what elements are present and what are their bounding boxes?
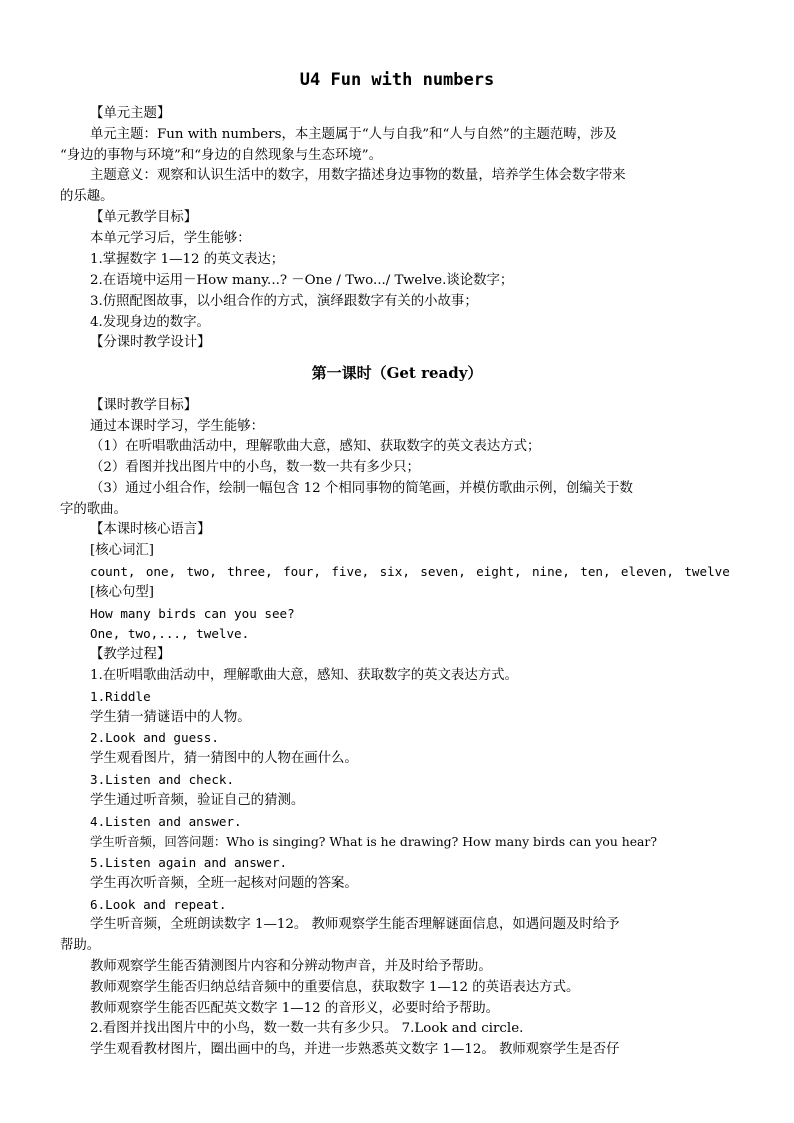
process-part-title: 1.在听唱歌曲活动中，理解歌曲大意，感知、获取数字的英文表达方式。 xyxy=(90,668,518,683)
activity-step-title: 6.Look and repeat. xyxy=(90,897,227,912)
activity-step-desc: 学生听音频，全班朗读数字 1—12。 教师观察学生能否理解谜面信息，如遇问题及时给予 xyxy=(90,917,620,932)
core-vocab-heading: [核心词汇] xyxy=(90,543,155,558)
process-part-title: 2.看图并找出图片中的小鸟，数一数一共有多少只。 7.Look and circle. xyxy=(90,1021,524,1036)
activity-step-desc: 学生猜一猜谜语中的人物。 xyxy=(90,710,251,725)
lesson-goals-intro: 通过本课时学习，学生能够： xyxy=(90,419,265,434)
core-vocab-list xyxy=(90,562,730,582)
lesson-design-heading: 【分课时教学设计】 xyxy=(90,335,211,350)
activity-step-desc: 帮助。 xyxy=(60,938,101,953)
vocab-word: count, xyxy=(90,564,136,579)
vocab-word: eight, xyxy=(476,564,522,579)
activity-step-desc: 学生观看图片，猜一猜图中的人物在画什么。 xyxy=(90,751,358,766)
vocab-word: twelve xyxy=(684,564,730,579)
vocab-word: nine, xyxy=(531,564,570,579)
vocab-word: six, xyxy=(379,564,410,579)
teaching-process-heading: 【教学过程】 xyxy=(90,647,171,662)
activity-step-title: 4.Listen and answer. xyxy=(90,814,242,829)
lesson-goal-item: 字的歌曲。 xyxy=(60,502,127,517)
unit-goal-item: 3.仿照配图故事，以小组合作的方式，演绎跟数字有关的小故事； xyxy=(90,294,478,309)
core-language-heading: 【本课时核心语言】 xyxy=(90,522,211,537)
unit-goal-item: 2.在语境中运用－How many...? －One / Two.../ Twelve.谈论数字； xyxy=(90,273,514,288)
unit-theme-meaning-line: 主题意义：观察和认识生活中的数字，用数字描述身边事物的数量，培养学生体会数字带来 xyxy=(90,168,626,183)
activity-step-desc: 学生听音频，回答问题：Who is singing? What is he drawing? How many birds can you hear? xyxy=(90,834,657,849)
vocab-word: seven, xyxy=(420,564,466,579)
activity-step-desc: 学生观看教材图片，圈出画中的鸟，并进一步熟悉英文数字 1—12。 教师观察学生是否仔 xyxy=(90,1042,620,1057)
lesson1-title: 第一课时（Get ready） xyxy=(311,364,483,382)
unit-goals-intro: 本单元学习后，学生能够： xyxy=(90,231,251,246)
vocab-word: four, xyxy=(283,564,321,579)
core-sentence: One, two,..., twelve. xyxy=(90,626,250,641)
lesson-goal-item: （3）通过小组合作，绘制一幅包含 12 个相同事物的简笔画，并模仿歌曲示例，创编关于数 xyxy=(90,481,633,496)
unit-goals-heading: 【单元教学目标】 xyxy=(90,210,198,225)
activity-step-title: 1.Riddle xyxy=(90,689,151,704)
unit-goal-item: 1.掌握数字 1—12 的英文表达； xyxy=(90,252,285,267)
unit-theme-paragraph-line: “身边的事物与环境”和“身边的自然现象与生态环境”。 xyxy=(60,148,382,163)
core-sentence-heading: [核心句型] xyxy=(90,585,155,600)
unit-theme-paragraph-line: 单元主题：Fun with numbers，本主题属于“人与自我”和“人与自然”的主题范畴，涉及 xyxy=(90,127,617,142)
teacher-observation: 教师观察学生能否猜测图片内容和分辨动物声音，并及时给予帮助。 xyxy=(90,959,492,974)
lesson-goal-item: （1）在听唱歌曲活动中，理解歌曲大意，感知、获取数字的英文表达方式； xyxy=(90,439,541,454)
vocab-word: two, xyxy=(186,564,217,579)
vocab-word: three, xyxy=(227,564,273,579)
unit-theme-heading: 【单元主题】 xyxy=(90,106,171,121)
core-sentence: How many birds can you see? xyxy=(90,606,295,621)
activity-step-title: 5.Listen again and answer. xyxy=(90,855,288,870)
lesson-goals-heading: 【课时教学目标】 xyxy=(90,398,198,413)
activity-step-title: 2.Look and guess. xyxy=(90,730,219,745)
activity-step-title: 3.Listen and check. xyxy=(90,772,235,787)
activity-step-desc: 学生再次听音频，全班一起核对问题的答案。 xyxy=(90,876,358,891)
teacher-observation: 教师观察学生能否归纳总结音频中的重要信息，获取数字 1—12 的英语表达方式。 xyxy=(90,980,580,995)
unit-goal-item: 4.发现身边的数字。 xyxy=(90,315,210,330)
activity-step-desc: 学生通过听音频，验证自己的猜测。 xyxy=(90,793,305,808)
vocab-word: eleven, xyxy=(620,564,674,579)
vocab-word: one, xyxy=(145,564,177,579)
lesson-goal-item: （2）看图并找出图片中的小鸟，数一数一共有多少只； xyxy=(90,460,420,475)
document-title: U4 Fun with numbers xyxy=(299,70,495,90)
unit-theme-meaning-line: 的乐趣。 xyxy=(60,189,114,204)
vocab-word: five, xyxy=(331,564,370,579)
teacher-observation: 教师观察学生能否匹配英文数字 1—12 的音形义，必要时给予帮助。 xyxy=(90,1001,500,1016)
vocab-word: ten, xyxy=(580,564,611,579)
